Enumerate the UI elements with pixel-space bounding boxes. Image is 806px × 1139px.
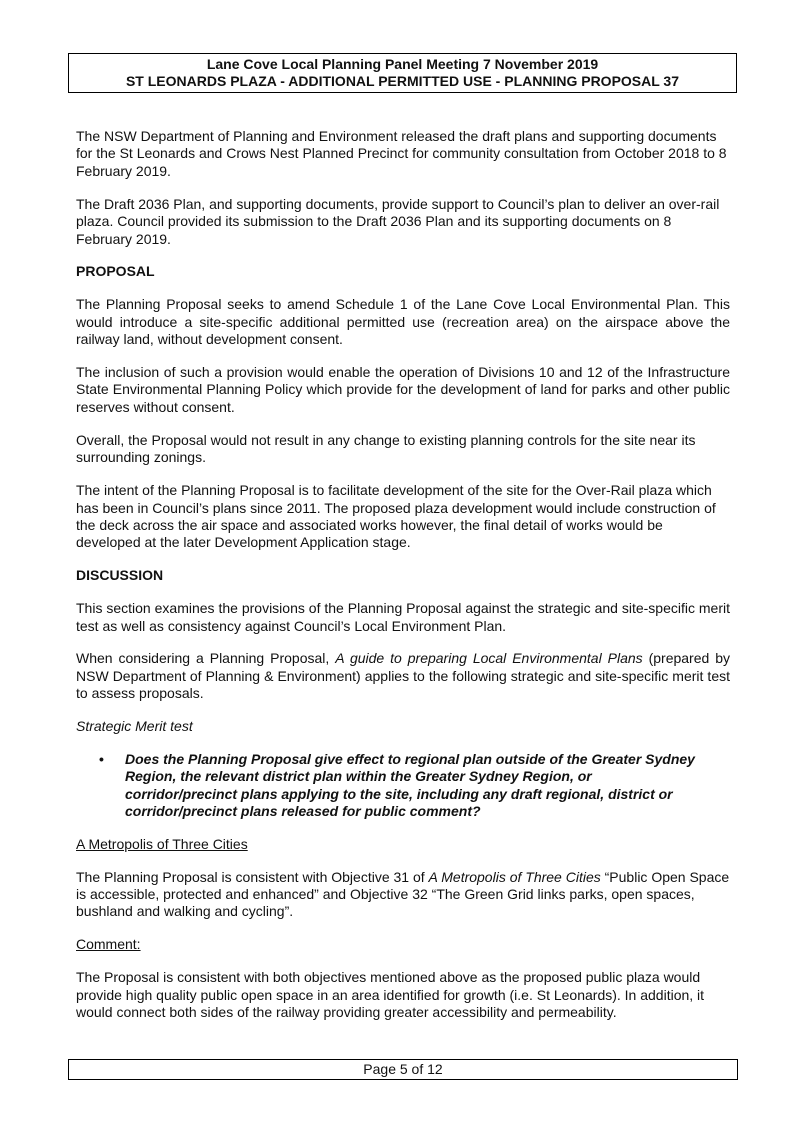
page-number: Page 5 of 12: [363, 1061, 443, 1077]
page-header: [68, 53, 737, 93]
header-meeting-title: Lane Cove Local Planning Panel Meeting 7 November 2019: [206, 56, 599, 72]
metropolis-title: A Metropolis of Three Cities: [428, 868, 601, 885]
bullet-item: [76, 751, 730, 821]
subheading-strategic-merit: Strategic Merit test: [76, 718, 193, 735]
bullet-question: Does the Planning Proposal give effect to regional plan outside of the Greater Sydney Region, the relevant district plan within the Greater Sydney Region, or corridor/precinct plans applying to the site, including any draft regional, district or corridor/precinct plans released for public comment?: [125, 751, 695, 820]
paragraph-provision-inclusion: The inclusion of such a provision would enable the operation of Divisions 10 and 12 of the Infrastructure State Environmental Planning Policy which provide for the development of land for parks and other public reserves without consent.: [76, 364, 730, 415]
paragraph-section-examines: This section examines the provisions of the Planning Proposal against the strategic and site-specific merit test as well as consistency against Council’s Local Environment Plan.: [76, 600, 730, 634]
page-footer: [68, 1059, 738, 1080]
guide-text-pre: When considering a Planning Proposal,: [76, 650, 336, 667]
objectives-text-post: “Public Open Space is accessible, protected and enhanced” and Objective 32 “The Green Grid links parks, open spaces, bushland and walking and cycling”.: [76, 868, 730, 920]
subheading-metropolis: A Metropolis of Three Cities: [76, 835, 248, 852]
paragraph-proposal-amend: The Planning Proposal seeks to amend Schedule 1 of the Lane Cove Local Environmental Plan. This would introduce a site-specific additional permitted use (recreation area) on the airspace above the railway land, without development consent.: [76, 296, 730, 348]
paragraph-overall: Overall, the Proposal would not result in any change to existing planning controls for the site near its surrounding zonings.: [76, 431, 696, 466]
bullet-icon: •: [99, 751, 104, 768]
paragraph-draft-2036: The Draft 2036 Plan, and supporting documents, provide support to Council’s plan to deliver an over-rail plaza. Council provided its submission to the Draft 2036 Plan and its supporting documents on 8 February 2019.: [76, 195, 720, 247]
objectives-text-pre: The Planning Proposal is consistent with Objective 31 of: [76, 868, 429, 885]
paragraph-intent: The intent of the Planning Proposal is to facilitate development of the site for the Over-Rail plaza which has been in Council’s plans since 2011. The proposed plaza development would include construction of the deck across the air space and associated works however, the final detail of works would be developed at the later Development Application stage.: [76, 482, 716, 551]
document-body: [76, 128, 730, 1037]
paragraph-comment: The Proposal is consistent with both objectives mentioned above as the proposed public plaza would provide high quality public open space in an area identified for growth (i.e. St Leonards). In addition, it would connect both sides of the railway providing greater accessibility and permeability.: [76, 969, 705, 1021]
paragraph-draft-plans: The NSW Department of Planning and Environment released the draft plans and supporting documents for the St Leonards and Crows Nest Planned Precinct for community consultation from October 2018 to 8 February 2019.: [76, 128, 727, 179]
guide-title: A guide to preparing Local Environmental Plans: [335, 650, 643, 667]
heading-proposal: PROPOSAL: [76, 263, 155, 280]
guide-text-post: (prepared by NSW Department of Planning & Environment) applies to the following strategic and site-specific merit test to assess proposals.: [76, 650, 730, 702]
heading-discussion: DISCUSSION: [76, 567, 164, 584]
header-report-title: ST LEONARDS PLAZA - ADDITIONAL PERMITTED USE - PLANNING PROPOSAL 37: [125, 73, 680, 89]
paragraph-objectives: [76, 869, 730, 921]
subheading-comment: Comment:: [76, 936, 141, 953]
paragraph-guide: [76, 650, 730, 702]
